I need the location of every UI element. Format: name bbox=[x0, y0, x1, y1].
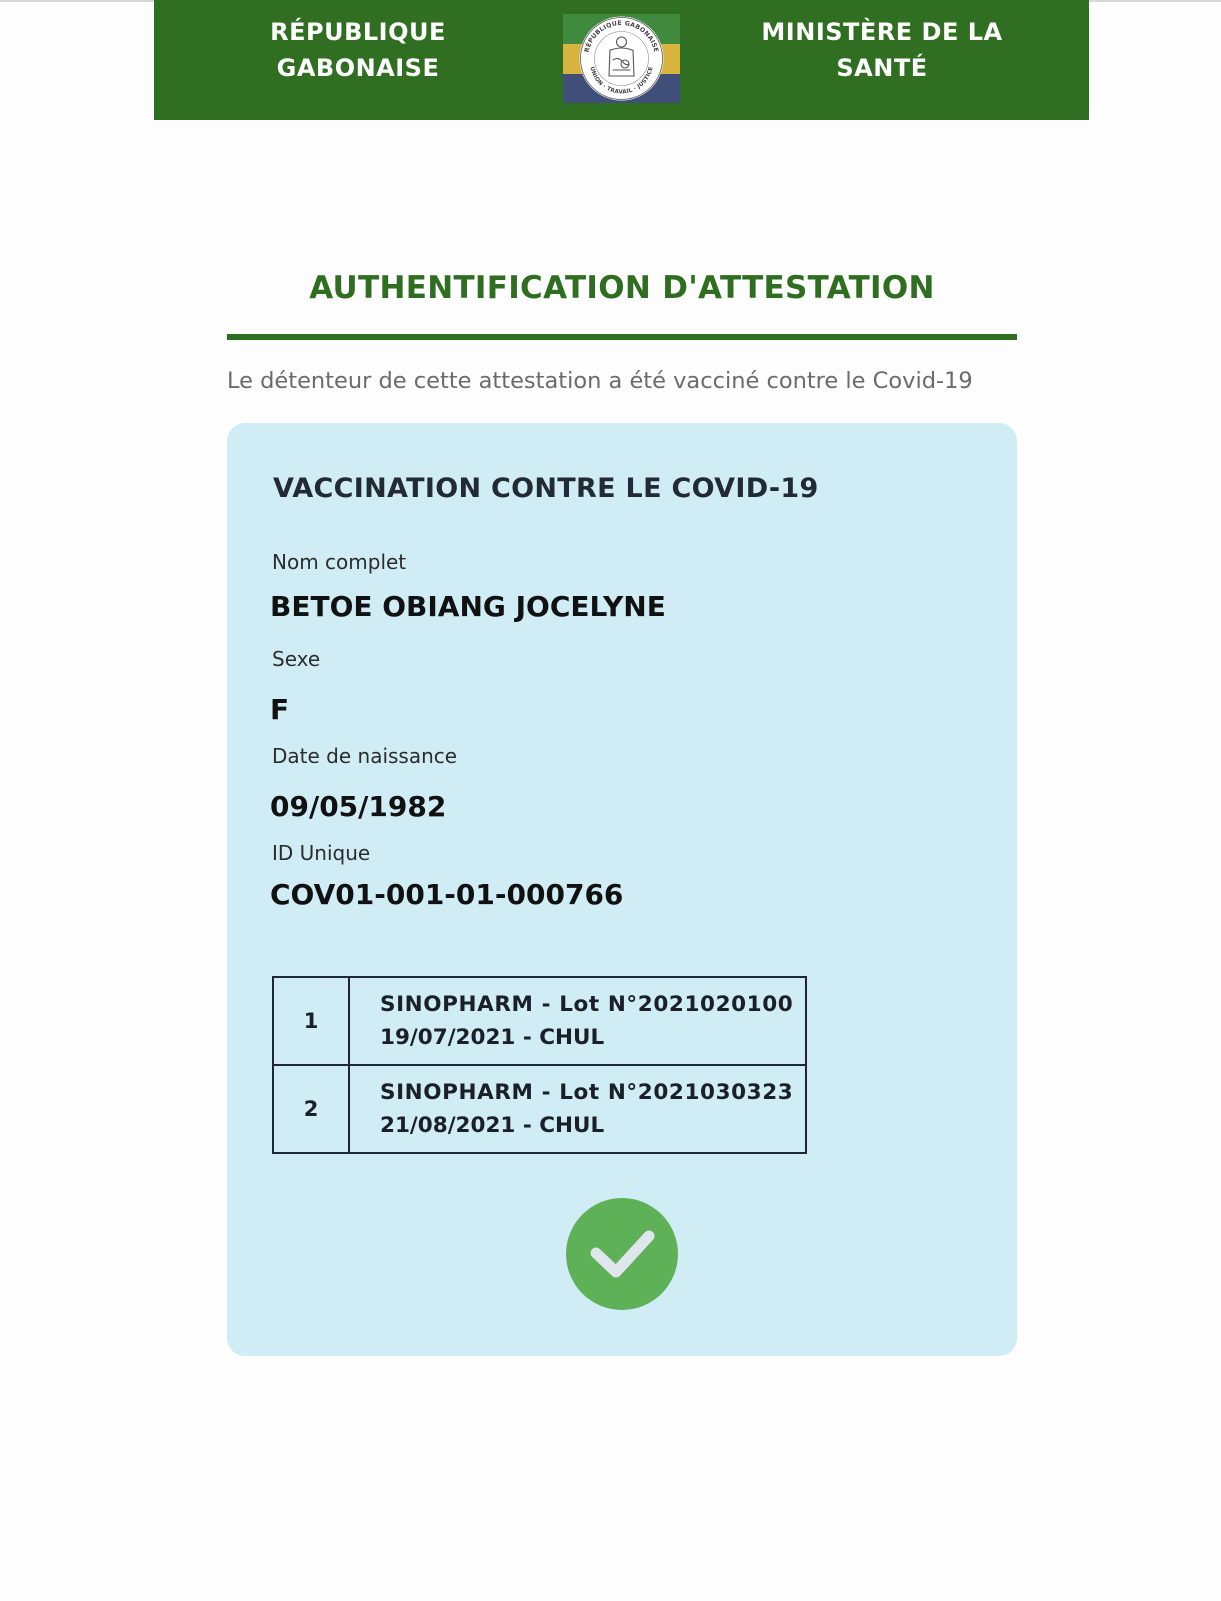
country-name bbox=[228, 14, 488, 86]
full-name-value: BETOE OBIANG JOCELYNE bbox=[270, 590, 666, 623]
seal-text-top: RÉPUBLIQUE GABONAISE bbox=[583, 19, 660, 54]
birth-date-label: Date de naissance bbox=[272, 744, 458, 768]
dose-vaccine-lot: SINOPHARM - Lot N°2021030323 bbox=[380, 1080, 794, 1105]
unique-id-value: COV01-001-01-000766 bbox=[270, 878, 624, 911]
full-name-label: Nom complet bbox=[272, 550, 407, 574]
dose-vaccine-lot: SINOPHARM - Lot N°2021020100 bbox=[380, 992, 794, 1017]
ministry-name-line1: MINISTÈRE DE LA bbox=[761, 18, 1003, 46]
dose-date-site: 19/07/2021 - CHUL bbox=[380, 1025, 605, 1050]
ministry-name-line2: SANTÉ bbox=[836, 54, 928, 82]
unique-id-label: ID Unique bbox=[272, 841, 371, 865]
dose-number: 1 bbox=[273, 977, 349, 1065]
dose-info bbox=[349, 977, 806, 1065]
country-name-line1: RÉPUBLIQUE bbox=[270, 18, 446, 46]
title-underline bbox=[227, 334, 1017, 340]
gabon-coat-of-arms-seal-icon bbox=[563, 14, 680, 103]
dose-date-site: 21/08/2021 - CHUL bbox=[380, 1113, 605, 1138]
card-title: VACCINATION CONTRE LE COVID-19 bbox=[273, 473, 819, 504]
table-row bbox=[273, 1065, 806, 1153]
page-subtitle: Le détenteur de cette attestation a été vacciné contre le Covid-19 bbox=[227, 368, 973, 394]
sex-value: F bbox=[270, 693, 290, 726]
country-name-line2: GABONAISE bbox=[276, 54, 440, 82]
table-row bbox=[273, 977, 806, 1065]
doses-table bbox=[272, 976, 807, 1154]
checkmark-circle-icon bbox=[566, 1198, 678, 1310]
seal-graphic bbox=[563, 14, 680, 103]
vaccination-card bbox=[227, 423, 1017, 1356]
seal-text-bottom: UNION · TRAVAIL · JUSTICE bbox=[588, 66, 655, 96]
birth-date-value: 09/05/1982 bbox=[270, 790, 447, 823]
sex-label: Sexe bbox=[272, 647, 321, 671]
dose-number: 2 bbox=[273, 1065, 349, 1153]
checkmark-icon bbox=[566, 1198, 678, 1310]
header-banner bbox=[154, 0, 1089, 120]
dose-info bbox=[349, 1065, 806, 1153]
page-title: AUTHENTIFICATION D'ATTESTATION bbox=[309, 270, 935, 306]
ministry-name bbox=[752, 14, 1012, 86]
